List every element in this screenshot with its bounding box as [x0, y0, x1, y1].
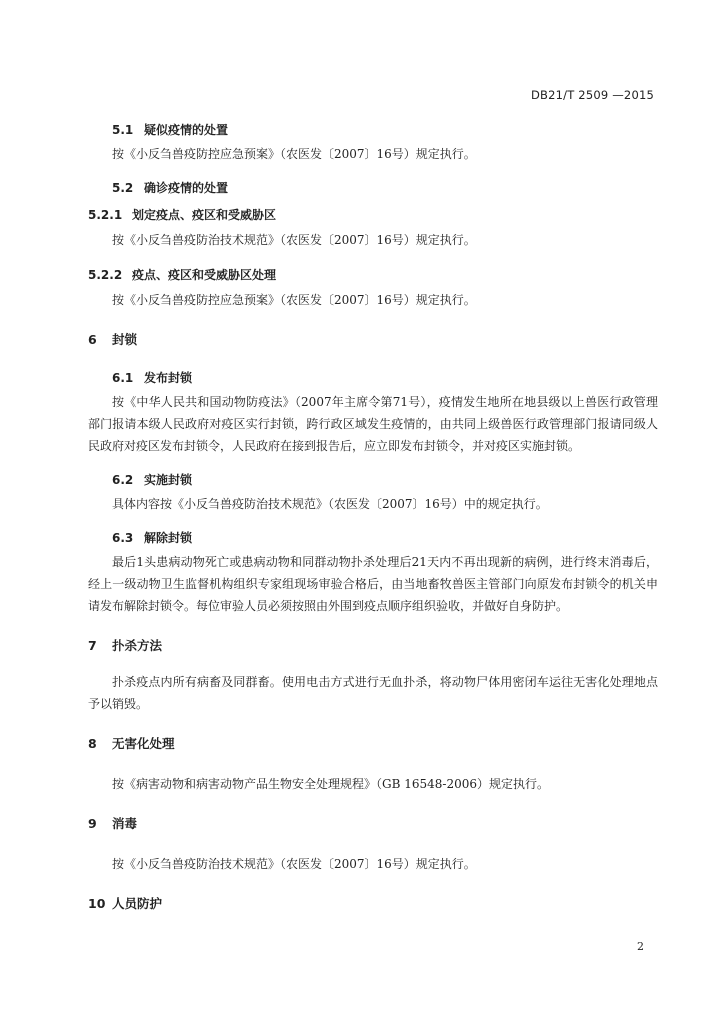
section-8-heading — [88, 729, 658, 759]
section-number: 6 — [88, 332, 97, 347]
section-number: 5.1 — [112, 123, 134, 137]
section-5-1-heading — [88, 117, 658, 143]
section-6-heading — [88, 325, 658, 355]
section-number: 5.2.1 — [88, 208, 123, 222]
paragraph-5-1: 按《小反刍兽疫防控应急预案》（农医发〔2007〕16号）规定执行。 — [112, 147, 476, 161]
section-title: 人员防护 — [112, 896, 163, 911]
section-title: 划定疫点、疫区和受威胁区 — [132, 208, 277, 222]
section-title: 扑杀方法 — [112, 638, 163, 653]
section-number: 7 — [88, 638, 97, 653]
paragraph-6-2: 具体内容按《小反刍兽疫防治技术规范》（农医发〔2007〕16号）中的规定执行。 — [112, 497, 548, 511]
page-number: 2 — [637, 940, 644, 953]
section-number: 9 — [88, 816, 97, 831]
section-title: 消毒 — [112, 816, 138, 831]
section-5-2-2-heading — [88, 261, 658, 289]
paragraph-8: 按《病害动物和病害动物产品生物安全处理规程》（GB 16548-2006）规定执行。 — [112, 777, 549, 791]
section-number: 10 — [88, 896, 106, 911]
section-6-2-heading — [88, 467, 658, 493]
paragraph-9: 按《小反刍兽疫防治技术规范》（农医发〔2007〕16号）规定执行。 — [112, 857, 476, 871]
section-title: 疑似疫情的处置 — [144, 123, 229, 137]
section-7-heading — [88, 631, 658, 661]
section-title: 疫点、疫区和受威胁区处理 — [132, 268, 277, 282]
section-number: 6.2 — [112, 473, 134, 487]
section-5-2-1-heading — [88, 201, 658, 229]
section-number: 8 — [88, 736, 97, 751]
section-number: 6.3 — [112, 531, 134, 545]
section-title: 封锁 — [112, 332, 138, 347]
paragraph-5-2-2: 按《小反刍兽疫防控应急预案》（农医发〔2007〕16号）规定执行。 — [112, 293, 476, 307]
section-title: 解除封锁 — [144, 531, 193, 545]
section-number: 5.2.2 — [88, 268, 123, 282]
section-title: 实施封锁 — [144, 473, 193, 487]
section-10-heading — [88, 889, 658, 919]
section-9-heading — [88, 809, 658, 839]
section-6-3-heading — [88, 525, 658, 551]
paragraph-6-1: 按《中华人民共和国动物防疫法》（2007年主席令第71号），疫情发生地所在地县级以上兽医行政管理部门报请本级人民政府对疫区实行封锁，跨行政区域发生疫情的，由共同上级兽医行政管理部门报请同级人民政府对疫区发布封锁令，人民政府在接到报告后，应立即发布封锁令，并对疫区实施封锁。 — [88, 395, 658, 453]
section-title: 无害化处理 — [112, 736, 175, 751]
section-number: 5.2 — [112, 181, 134, 195]
section-6-1-heading — [88, 365, 658, 391]
document-code-header: DB21/T 2509 —2015 — [530, 88, 654, 102]
section-number: 6.1 — [112, 371, 134, 385]
paragraph-7: 扑杀疫点内所有病畜及同群畜。使用电击方式进行无血扑杀，将动物尸体用密闭车运往无害化处理地点予以销毁。 — [88, 675, 658, 711]
section-5-2-heading — [88, 175, 658, 201]
paragraph-5-2-1: 按《小反刍兽疫防治技术规范》（农医发〔2007〕16号）规定执行。 — [112, 233, 476, 247]
section-title: 发布封锁 — [144, 371, 193, 385]
page-content — [88, 117, 658, 919]
paragraph-6-3: 最后1头患病动物死亡或患病动物和同群动物扑杀处理后21天内不再出现新的病例，进行终末消毒后，经上一级动物卫生监督机构组织专家组现场审验合格后，由当地畜牧兽医主管部门向原发布封锁令的机关申请发布解除封锁令。每位审验人员必须按照由外围到疫点顺序组织验收，并做好自身防护。 — [88, 555, 658, 613]
section-title: 确诊疫情的处置 — [144, 181, 229, 195]
